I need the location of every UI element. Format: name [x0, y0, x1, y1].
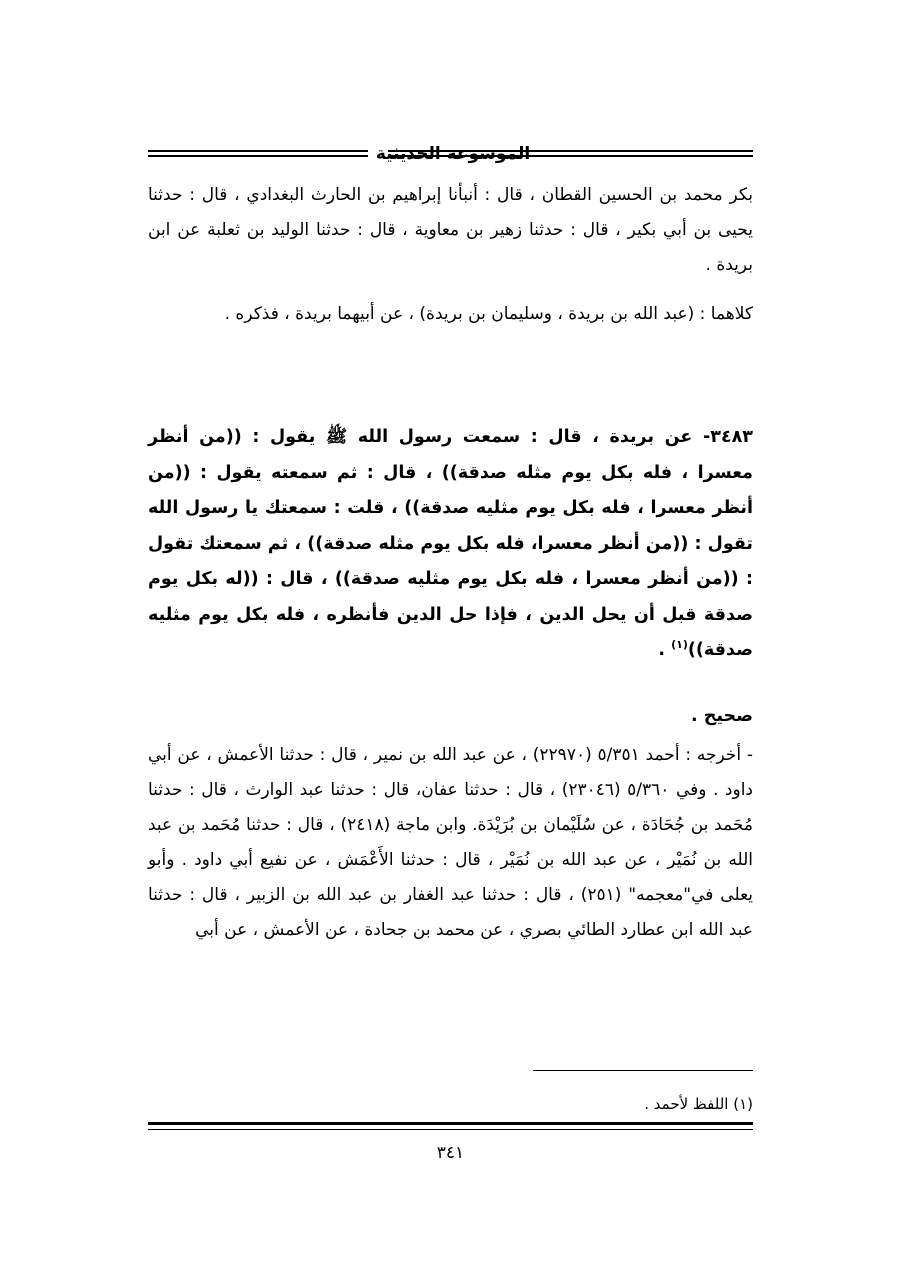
bottom-rule — [148, 1122, 753, 1130]
footnote-separator — [533, 1070, 753, 1071]
intro-paragraph-2: كلاهما : (عبد الله بن بريدة ، وسليمان بن بريدة) ، عن أبيهما بريدة ، فذكره . — [224, 304, 753, 324]
hadith-end: . — [658, 640, 672, 660]
header-rule-right — [388, 150, 753, 158]
hadith-grade: صحيح . — [690, 706, 753, 726]
header-title: الموسوعة الحديثية — [375, 144, 531, 164]
hadith-body: ٣٤٨٣- عن بريدة ، قال : سمعت رسول الله ﷺ يقول : ((من أنظر معسرا ، فله بكل يوم مثله صدقة)) ، قال : ثم سمعته يقول : ((من أنظر معسرا ، فله بكل يوم مثليه صدقة)) ، قلت : سمعتك يا رسول الله تقول : ((من أنظر معسرا، فله بكل يوم مثله صدقة)) ، ثم سمعتك تقول : ((من أنظر معسرا ، فله بكل يوم مثليه صدقة)) ، قال : ((له بكل يوم صدقة قبل أن يحل الدين ، فإذا حل الدين فأنظره ، فله بكل يوم مثليه صدقة)) — [148, 427, 753, 660]
takhrij-paragraph: - أخرجه : أحمد ٥/٣٥١ (٢٢٩٧٠) ، عن عبد الله بن نمير ، قال : حدثنا الأعمش ، عن أبي داود . وفي ٥/٣٦٠ (٢٣٠٤٦) ، قال : حدثنا عفان، قال : حدثنا عبد الوارث ، قال : حدثنا مُحَمد بن جُحَادَة ، عن سُلَيْمان بن بُرَيْدَة. وابن ماجة (٢٤١٨) ، قال : حدثنا مُحَمد بن عبد الله بن نُمَيْر ، عن عبد الله بن نُمَيْر ، قال : حدثنا الأَعْمَش ، عن نفيع أبي داود . وأبو يعلى في"معجمه" (٢٥١) ، قال : حدثنا عبد الغفار بن عبد الله بن الزبير ، قال : حدثنا عبد الله ابن عطارد الطائي بصري ، عن محمد بن جحادة ، عن الأعمش ، عن أبي — [148, 745, 754, 940]
intro-paragraph-1: بكر محمد بن الحسين القطان ، قال : أنبأنا إبراهيم بن الحارث البغدادي ، قال : حدثنا يحيى بن أبي بكير ، قال : حدثنا زهير بن معاوية ، قال : حدثنا الوليد بن ثعلبة عن ابن بريدة . — [148, 185, 753, 275]
page-number: ٣٤١ — [436, 1143, 465, 1163]
hadith-text — [148, 420, 753, 669]
footnote-reference: (١) — [671, 638, 688, 652]
running-header — [148, 142, 753, 172]
footnote-text: (١) اللفظ لأحمد . — [644, 1095, 753, 1113]
header-rule-left — [148, 150, 368, 158]
